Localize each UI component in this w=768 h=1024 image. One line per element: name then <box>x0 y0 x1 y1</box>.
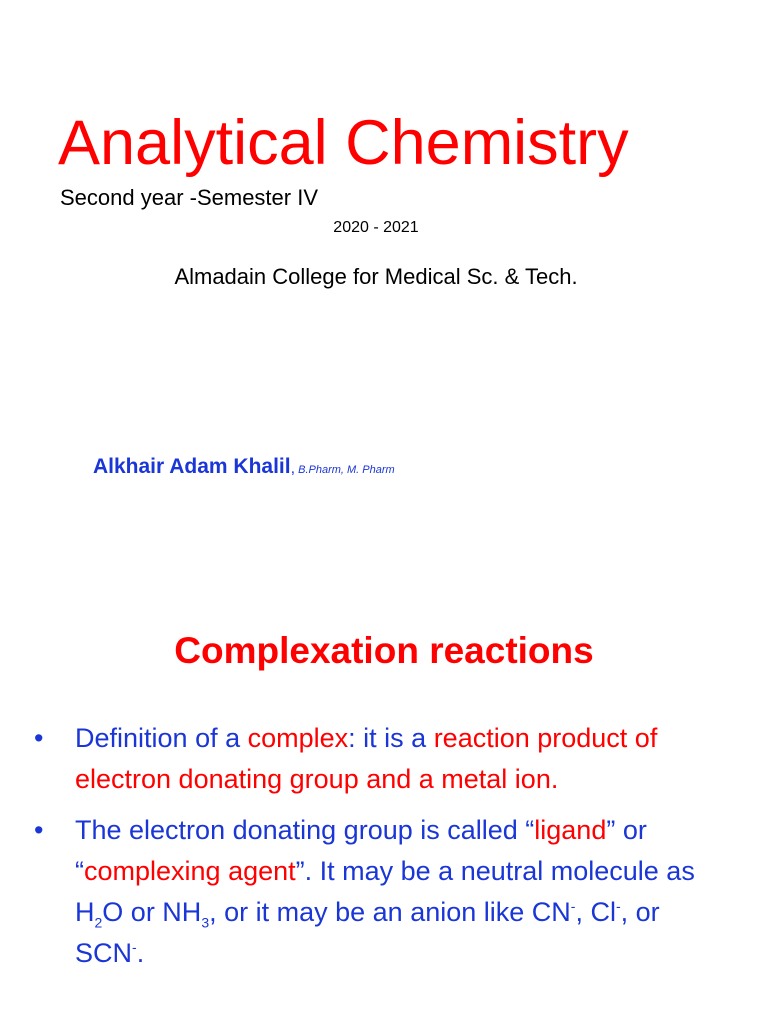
superscript-minus: - <box>132 939 137 955</box>
text-segment: : it is a <box>348 723 434 753</box>
author-separator: , <box>290 460 296 477</box>
author-name: Alkhair Adam Khalil <box>93 455 291 478</box>
text-segment: The electron donating group is called “ <box>75 815 535 845</box>
bullet-definition <box>34 718 734 800</box>
bullet-dot-icon: • <box>34 815 44 845</box>
main-title: Analytical Chemistry <box>58 108 629 178</box>
course-subtitle: Second year -Semester IV <box>60 185 319 210</box>
text-segment: ”. It may be a neutral molecule as H <box>75 856 695 927</box>
college-name: Almadain College for Medical Sc. & Tech. <box>174 264 578 289</box>
text-segment: , Cl <box>575 897 616 927</box>
academic-years: 2020 - 2021 <box>333 219 419 236</box>
section-title: Complexation reactions <box>174 630 594 671</box>
text-segment: , or SCN <box>75 897 660 968</box>
author-degrees: B.Pharm, M. Pharm <box>295 464 395 476</box>
subscript-2: 2 <box>94 914 103 931</box>
text-segment: ” or “ <box>75 815 647 886</box>
highlight-reaction-product: reaction product of electron donating group and a metal ion. <box>75 723 658 794</box>
text-segment: O or NH <box>102 897 202 927</box>
text-segment: Definition of a <box>75 723 248 753</box>
text-segment: , or it may be an anion like CN <box>209 897 571 927</box>
bullet-list <box>34 718 734 984</box>
author-line <box>93 455 395 479</box>
content-slide <box>0 600 768 1024</box>
bullet-ligand <box>34 810 734 974</box>
superscript-minus: - <box>615 898 621 914</box>
text-segment: . <box>136 938 145 968</box>
superscript-minus: - <box>570 898 576 914</box>
highlight-complexing-agent: complexing agent <box>84 856 296 886</box>
subscript-3: 3 <box>201 914 210 931</box>
highlight-ligand: ligand <box>534 815 607 845</box>
highlight-complex: complex <box>247 723 349 753</box>
bullet-dot-icon: • <box>34 723 44 753</box>
